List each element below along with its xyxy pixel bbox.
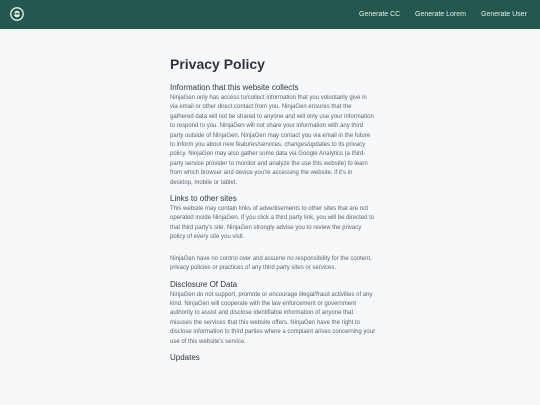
section-updates [170,353,376,363]
nav-generate-cc[interactable]: Generate CC [359,11,401,18]
ninja-logo-icon[interactable] [9,6,25,22]
section-heading: Links to other sites [170,194,237,204]
nav-generate-user[interactable]: Generate User [481,11,527,18]
section-disclosure-of-data [170,280,376,347]
section-heading: Disclosure Of Data [170,279,238,289]
nav-generate-lorem[interactable]: Generate Lorem [415,11,466,18]
section-paragraph: This website may contain links of advertisements to other sites that are not operated inside NinjaGen. If you click a third party link, you will be directed to that third party's site. NinjaGen strongly advise you to review the privacy policy of every site you visit. [170,206,375,241]
section-paragraph: NinjaGen have no control over and assume no responsibility for the content, privacy policies or practices of any third party sites or services. [170,255,372,272]
section-information-collected [170,83,376,188]
section-heading: Updates [170,352,200,362]
section-links-to-other-sites [170,194,376,273]
privacy-policy-content [170,56,376,364]
section-paragraph: NinjaGen do not support, promote or encourage illegal/fraud activities of any kind. NinjaGen will cooperate with the law enforcement or government authority to assist and disclose identifiable information of anyone that misuses the services that this website offers. NinjaGen have the right to disclose information to third parties where a complaint arises concerning your use of this website's service. [170,291,376,345]
top-navbar [0,0,540,29]
page-title: Privacy Policy [170,56,265,72]
section-paragraph: NinjaGen only has access to/collect information that you voluntarily give in via email or other direct contact from you. NinjaGen ensures that the gathered data will not be shared to anyone and will only use your information to respond to you. NinjaGen will not share your information with any third party outside of NinjaGen. NinjaGen may contact you via email in the future to inform you about new features/services, changes/updates to its privacy policy. NinjaGen may also gather some data via Google Analytics (a third-party service provider to monitor and analyze the use this website) to learn from which browser and device you're accessing the website, if it's in desktop, mobile or tablet. [170,95,374,186]
section-heading: Information that this website collects [170,83,299,92]
